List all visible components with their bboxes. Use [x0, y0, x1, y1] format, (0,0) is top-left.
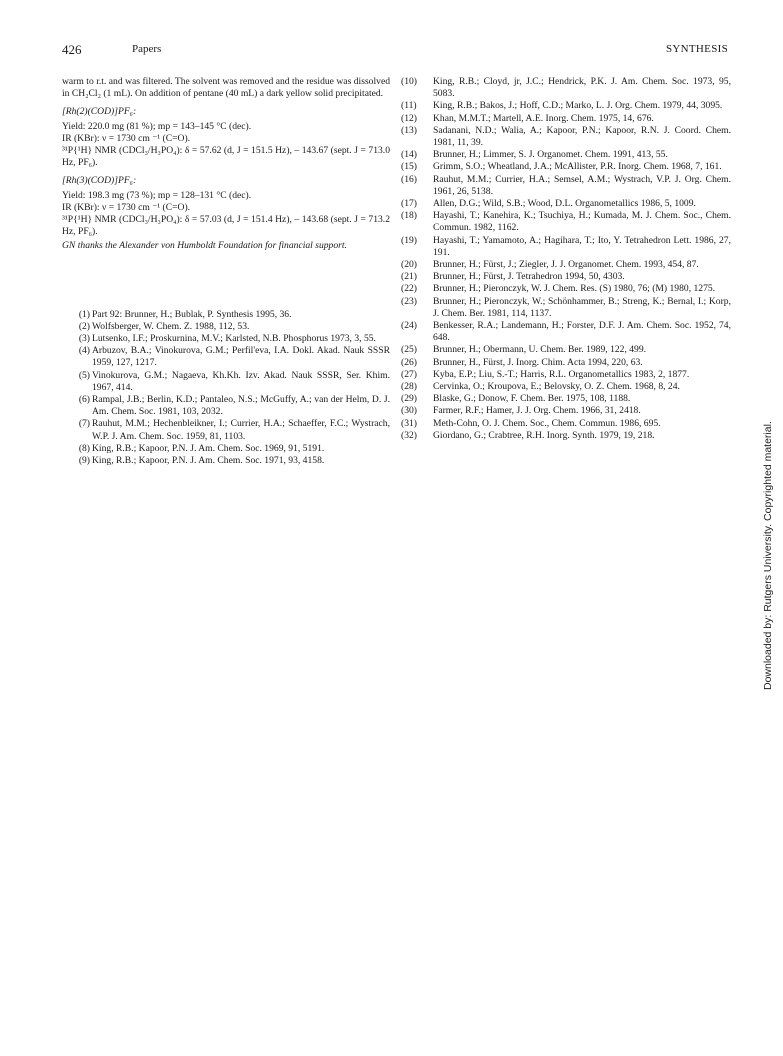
page-number: 426 [62, 42, 82, 57]
reference-text: Arbuzov, B.A.; Vinokurova, G.M.; Perfil'eva, I.A. Dokl. Akad. Nauk SSSR 1959, 127, 1217. [92, 345, 390, 369]
reference-text: Grimm, S.O.; Wheatland, J.A.; McAllister, P.R. Inorg. Chem. 1968, 7, 161. [433, 161, 722, 173]
reference-number: (13) [401, 124, 417, 136]
reference-list [62, 309, 390, 468]
reference-item [401, 76, 731, 100]
reference-text: Brunner, H.; Pieronczyk, W. J. Chem. Res. (S) 1980, 76; (M) 1980, 1275. [433, 283, 716, 295]
reference-text: Farmer, R.F.; Hamer, J. J. Org. Chem. 1966, 31, 2418. [433, 405, 641, 417]
reference-item [62, 370, 390, 394]
reference-text: King, R.B.; Bakos, J.; Hoff, C.D.; Marko, L. J. Org. Chem. 1979, 44, 3095. [433, 100, 723, 112]
reference-number: (23) [401, 295, 417, 307]
reference-text: King, R.B.; Kapoor, P.N. J. Am. Chem. Soc. 1971, 93, 4158. [92, 455, 325, 467]
reference-text: Lutsenko, I.F.; Proskurnina, M.V.; Karlsted, N.B. Phosphorus 1973, 3, 55. [92, 333, 376, 345]
reference-number: (5) [78, 369, 90, 381]
reference-item [62, 345, 390, 369]
reference-number: (11) [401, 100, 417, 112]
reference-item [401, 210, 731, 234]
reference-number: (8) [78, 442, 90, 454]
section-label: Papers [132, 43, 162, 55]
reference-number: (27) [401, 368, 417, 380]
reference-number: (1) [78, 308, 90, 320]
reference-text: Hayashi, T.; Kanehira, K.; Tsuchiya, H.; Kumada, M. J. Chem. Soc., Chem. Commun. 1982, 1162. [433, 210, 731, 234]
reference-item [401, 100, 731, 112]
reference-number: (25) [401, 344, 417, 356]
reference-item [401, 320, 731, 344]
reference-item [401, 113, 731, 125]
reference-text: Giordano, G.; Crabtree, R.H. Inorg. Synth. 1979, 19, 218. [433, 429, 655, 441]
reference-item [401, 149, 731, 161]
journal-name: SYNTHESIS [666, 43, 728, 55]
reference-text: Brunner, H.; Limmer, S. J. Organomet. Chem. 1991, 413, 55. [433, 149, 668, 161]
reference-number: (22) [401, 283, 417, 295]
reference-number: (31) [401, 417, 417, 429]
reference-text: Khan, M.M.T.; Martell, A.E. Inorg. Chem. 1975, 14, 676. [433, 112, 654, 124]
left-column [62, 76, 390, 467]
reference-item [401, 357, 731, 369]
reference-text: Rampal, J.B.; Berlin, K.D.; Pantaleo, N.S.; McGuffy, A.; van der Helm, D. J. Am. Chem. Soc. 1981, 103, 2032. [92, 394, 390, 418]
reference-number: (17) [401, 198, 417, 210]
reference-item [401, 296, 731, 320]
reference-number: (16) [401, 173, 417, 185]
reference-number: (19) [401, 234, 417, 246]
reference-item [401, 174, 731, 198]
reference-item [401, 418, 731, 430]
compound-yield: Yield: 198.3 mg (73 %); mp = 128–131 °C (dec). [62, 189, 252, 201]
reference-item [62, 333, 390, 345]
compound-title: [Rh(3)(COD)]PF₆: [62, 175, 137, 187]
reference-text: Brunner, H.; Fürst, J.; Ziegler, J. J. Organomet. Chem. 1993, 454, 87. [433, 259, 699, 271]
compound-yield: Yield: 220.0 mg (81 %); mp = 143–145 °C (dec). [62, 120, 252, 132]
reference-number: (9) [78, 455, 90, 467]
intro-paragraph: warm to r.t. and was filtered. The solvent was removed and the residue was dissolved in CH₂Cl₂ (1 mL). On addition of pentane (40 mL) a dark yellow solid precipitated. [62, 76, 390, 100]
reference-item [62, 321, 390, 333]
reference-item [401, 283, 731, 295]
reference-number: (4) [78, 345, 90, 357]
reference-number: (12) [401, 112, 417, 124]
reference-text: Cervinka, O.; Kroupova, E.; Belovsky, O. Z. Chem. 1968, 8, 24. [433, 381, 680, 393]
reference-text: Vinokurova, G.M.; Nagaeva, Kh.Kh. Izv. Akad. Nauk SSSR, Ser. Khim. 1967, 414. [92, 369, 390, 393]
reference-item [62, 418, 390, 442]
reference-text: King, R.B.; Cloyd, jr, J.C.; Hendrick, P.K. J. Am. Chem. Soc. 1973, 95, 5083. [433, 76, 731, 100]
reference-number: (18) [401, 210, 417, 222]
reference-item [401, 393, 731, 405]
reference-item [62, 309, 390, 321]
compound-ir: IR (KBr): ν = 1730 cm ⁻¹ (C=O). [62, 132, 191, 144]
page-header [62, 42, 728, 62]
reference-item [401, 405, 731, 417]
reference-text: Meth-Cohn, O. J. Chem. Soc., Chem. Commun. 1986, 695. [433, 417, 661, 429]
reference-number: (26) [401, 356, 417, 368]
reference-number: (15) [401, 161, 417, 173]
reference-number: (24) [401, 320, 417, 332]
reference-number: (28) [401, 381, 417, 393]
reference-item [401, 125, 731, 149]
reference-number: (3) [78, 333, 90, 345]
reference-text: Brunner, H.; Fürst, J. Tetrahedron 1994, 50, 4303. [433, 271, 625, 283]
reference-number: (20) [401, 259, 417, 271]
reference-text: Rauhut, M.M.; Hechenbleikner, I.; Currier, H.A.; Schaeffer, F.C.; Wystrach, W.P. J. Am. Chem. Soc. 1959, 81, 1103. [92, 418, 390, 442]
reference-number: (21) [401, 271, 417, 283]
reference-text: Brunner, H.; Pieronczyk, W.; Schönhammer, B.; Streng, K.; Bernal, I.; Korp, J. Chem. Ber. 1981, 114, 1137. [433, 295, 731, 319]
reference-list [401, 76, 731, 442]
acknowledgement: GN thanks the Alexander von Humboldt Foundation for financial support. [62, 240, 347, 252]
reference-number: (30) [401, 405, 417, 417]
reference-text: Wolfsberger, W. Chem. Z. 1988, 112, 53. [92, 320, 250, 332]
reference-item [401, 381, 731, 393]
reference-text: Hayashi, T.; Yamamoto, A.; Hagihara, T.; Ito, Y. Tetrahedron Lett. 1986, 27, 191. [433, 234, 731, 258]
reference-text: Benkesser, R.A.; Landemann, H.; Forster, D.F. J. Am. Chem. Soc. 1952, 74, 648. [433, 320, 731, 344]
compound-nmr: ³¹P{¹H} NMR (CDCl₃/H₃PO₄): δ = 57.03 (d, J = 151.4 Hz), – 143.68 (sept. J = 713.2 Hz, PF₆). [62, 214, 390, 238]
reference-number: (10) [401, 76, 417, 87]
compound-title: [Rh(2)(COD)]PF₆: [62, 106, 137, 118]
reference-text: Blaske, G.; Donow, F. Chem. Ber. 1975, 108, 1188. [433, 393, 631, 405]
reference-item [401, 259, 731, 271]
reference-item [401, 430, 731, 442]
reference-text: Sadanani, N.D.; Walia, A.; Kapoor, P.N.; Kapoor, R.N. J. Coord. Chem. 1981, 11, 39. [433, 124, 731, 149]
compound-ir: IR (KBr): ν = 1730 cm ⁻¹ (C=O). [62, 201, 191, 213]
reference-number: (6) [78, 394, 90, 406]
reference-number: (14) [401, 149, 417, 161]
reference-item [401, 344, 731, 356]
compound-nmr: ³¹P{¹H} NMR (CDCl₃/H₃PO₄): δ = 57.62 (d, J = 151.5 Hz), – 143.67 (sept. J = 713.0 Hz, PF₆). [62, 145, 390, 169]
reference-item [401, 235, 731, 259]
reference-item [62, 394, 390, 418]
reference-text: Brunner, H., Fürst, J. Inorg. Chim. Acta 1994, 220, 63. [433, 356, 643, 368]
reference-text: Brunner, H.; Obermann, U. Chem. Ber. 1989, 122, 499. [433, 344, 647, 356]
reference-text: King, R.B.; Kapoor, P.N. J. Am. Chem. Soc. 1969, 91, 5191. [92, 442, 325, 454]
reference-number: (2) [78, 320, 90, 332]
reference-text: Allen, D.G.; Wild, S.B.; Wood, D.L. Organometallics 1986, 5, 1009. [433, 198, 696, 210]
reference-text: Part 92: Brunner, H.; Bublak, P. Synthesis 1995, 36. [92, 308, 292, 320]
reference-number: (32) [401, 429, 417, 441]
reference-item [401, 271, 731, 283]
reference-item [62, 443, 390, 455]
reference-item [62, 455, 390, 467]
reference-item [401, 369, 731, 381]
reference-item [401, 198, 731, 210]
reference-text: Rauhut, M.M.; Currier, H.A.; Semsel, A.M.; Wystrach, V.P. J. Org. Chem. 1961, 26, 5138. [433, 173, 731, 197]
reference-number: (7) [78, 418, 90, 430]
download-watermark: Downloaded by: Rutgers University. Copyrighted material. [762, 421, 774, 690]
reference-text: Kyba, E.P.; Liu, S.-T.; Harris, R.L. Organometallics 1983, 2, 1877. [433, 368, 690, 380]
right-column [401, 76, 731, 442]
reference-number: (29) [401, 393, 417, 405]
reference-item [401, 161, 731, 173]
